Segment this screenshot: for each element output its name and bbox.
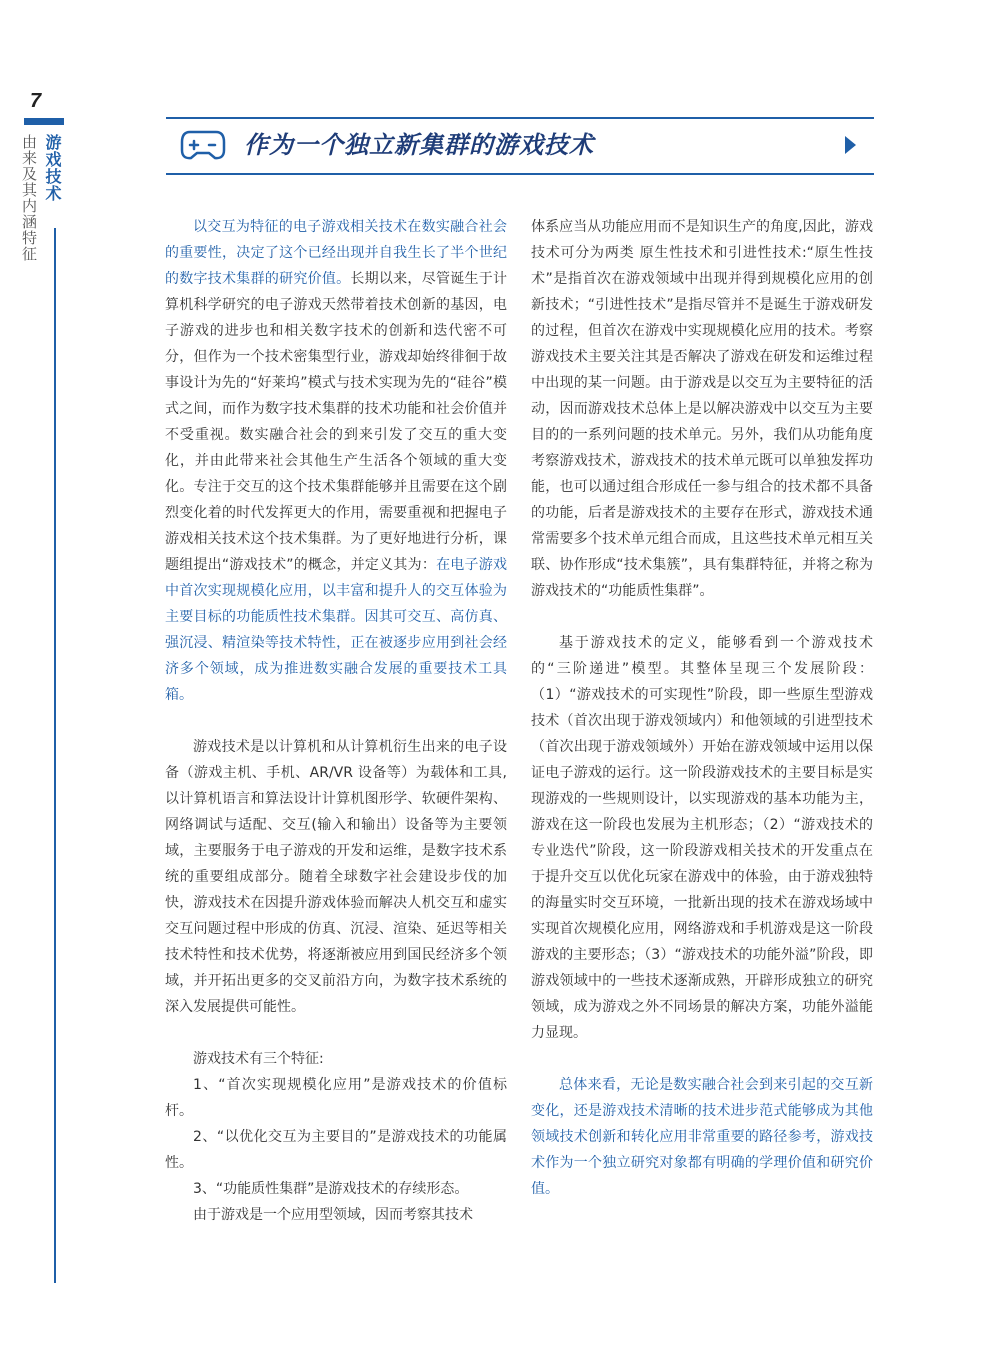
left-column xyxy=(165,214,507,1228)
intro-paragraph xyxy=(165,214,507,708)
side-accent-bar xyxy=(24,118,64,125)
page-number: 7 xyxy=(30,90,42,112)
feature-item-3: 3、“功能质性集群”是游戏技术的存续形态。 xyxy=(193,1181,469,1197)
three-stage-paragraph: 基于游戏技术的定义，能够看到一个游戏技术的“三阶递进”模型。其整体呈现三个发展阶段：（1）“游戏技术的可实现性”阶段，即一些原生型游戏技术（首次出现于游戏领域内）和他领域的引进型技术（首次出现于游戏领域外）开始在游戏领域中运用以保证电子游戏的运行。这一阶段游戏技术的主要目标是实现游戏的一些规则设计，以实现游戏的基本功能为主，游戏在这一阶段也发展为主机形态；（2）“游戏技术的专业迭代”阶段，这一阶段游戏相关技术的开发重点在于提升交互以优化玩家在游戏中的体验，由于游戏独特的海量实时交互环境，一批新出现的技术在游戏场域中实现首次规模化应用，网络游戏和手机游戏是这一阶段游戏的主要形态；（3）“游戏技术的功能外溢”阶段，即游戏领域中的一些技术逐渐成熟，开辟形成独立的研究领域，成为游戏之外不同场景的解决方案，功能外溢能力显现。 xyxy=(531,635,873,1041)
section-header xyxy=(166,117,874,175)
side-section-title: 游戏技术 xyxy=(43,134,62,202)
scope-paragraph: 游戏技术是以计算机和从计算机衍生出来的电子设备（游戏主机、手机、AR/VR 设备等）为载体和工具,以计算机语言和算法设计计算机图形学、软硬件架构、网络调试与适配、交互(输入和输出）设备等为主要领域，主要服务于电子游戏的开发和运维，是数字技术系统的重要组成部分。随着全球数字社会建设步伐的加快，游戏技术在因提升游戏体验而解决人机交互和虚实交互问题过程中形成的仿真、沉浸、渲染、延迟等相关技术特性和技术优势，将逐渐被应用到国民经济多个领域，并开拓出更多的交叉前沿方向，为数字技术系统的深入发展提供可能性。 xyxy=(165,739,507,1015)
feature-item-1: 1、“首次实现规模化应用”是游戏技术的价值标杆。 xyxy=(165,1077,507,1119)
features-intro: 游戏技术有三个特征: xyxy=(193,1051,324,1067)
gamepad-icon xyxy=(180,128,226,162)
classification-lead: 由于游戏是一个应用型领域，因而考察其技术 xyxy=(193,1207,473,1223)
play-arrow-icon xyxy=(845,136,856,154)
side-section-subtitle: 由来及其内涵特征 xyxy=(20,134,38,262)
definition-highlight: 在电子游戏中首次实现规模化应用，以丰富和提升人的交互体验为主要目标的功能质性技术集群。因其可交互、高仿真、强沉浸、精渲染等技术特性，正在被逐步应用到社会经济多个领域，成为推进数实融合发展的重要技术工具箱。 xyxy=(165,557,507,703)
conclusion-paragraph: 总体来看，无论是数实融合社会到来引起的交互新变化，还是游戏技术清晰的技术进步范式能够成为其他领域技术创新和转化应用非常重要的路径参考，游戏技术作为一个独立研究对象都有明确的学理价值和研究价值。 xyxy=(531,1077,873,1197)
intro-text: 长期以来，尽管诞生于计算机科学研究的电子游戏天然带着技术创新的基因，电子游戏的进步也和相关数字技术的创新和迭代密不可分，但作为一个技术密集型行业，游戏却始终徘徊于故事设计为先的“好莱坞”模式与技术实现为先的“硅谷”模式之间，而作为数字技术集群的技术功能和社会价值并不受重视。数实融合社会的到来引发了交互的重大变化，并由此带来社会其他生产生活各个领域的重大变化。专注于交互的这个技术集群能够并且需要在这个剧烈变化着的时代发挥更大的作用，需要重视和把握电子游戏相关技术这个技术集群。为了更好地进行分析，课题组提出“游戏技术”的概念，并定义其为： xyxy=(165,271,507,573)
section-title: 作为一个独立新集群的游戏技术 xyxy=(244,131,594,159)
intro-highlight: 以交互为特征的电子游戏相关技术在数实融合社会的重要性，决定了这个已经出现并自我生长了半个世纪的数字技术集群的研究价值。 xyxy=(165,219,507,287)
right-column xyxy=(531,214,873,1202)
side-vertical-rule xyxy=(54,228,56,1283)
feature-item-2: 2、“以优化交互为主要目的”是游戏技术的功能属性。 xyxy=(165,1129,507,1171)
classification-paragraph: 体系应当从功能应用而不是知识生产的角度,因此，游戏技术可分为两类 原生性技术和引进性技术:“原生性技术”是指首次在游戏领域中出现并得到规模化应用的创新技术；“引进性技术”是指尽管并不是诞生于游戏研发的过程，但首次在游戏中实现规模化应用的技术。考察游戏技术主要关注其是否解决了游戏在研发和运维过程中出现的某一问题。由于游戏是以交互为主要特征的活动，因而游戏技术总体上是以解决游戏中以交互为主要目的的一系列问题的技术单元。另外，我们从功能角度考察游戏技术，游戏技术的技术单元既可以单独发挥功能，也可以通过组合形成任一参与组合的技术都不具备的功能，后者是游戏技术的主要存在形式，游戏技术通常需要多个技术单元组合而成，且这些技术单元相互关联、协作形成“技术集簇”，具有集群特征，并将之称为游戏技术的“功能质性集群”。 xyxy=(531,219,873,599)
